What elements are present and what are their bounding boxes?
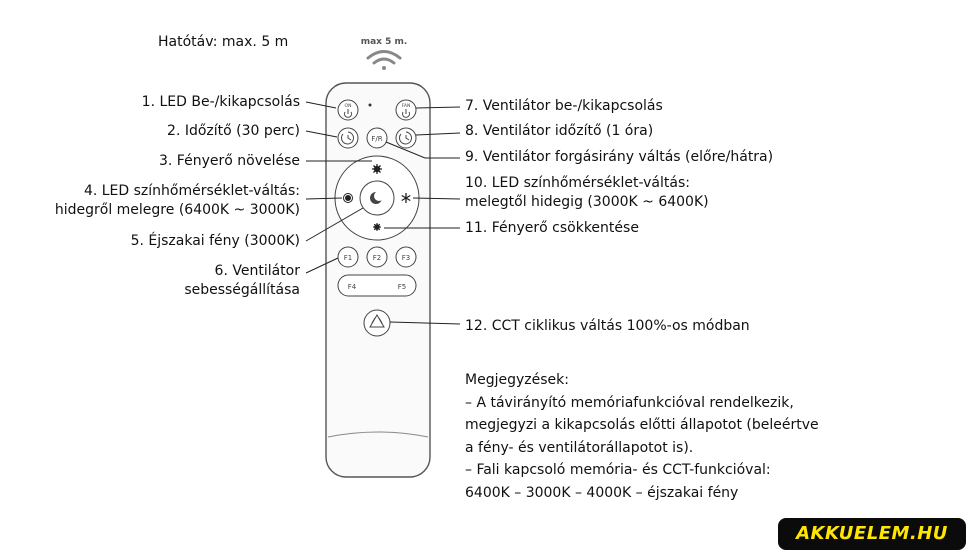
label-cct-cycle: 12. CCT ciklikus váltás 100%-os módban	[465, 318, 750, 334]
cct-cycle-button[interactable]	[364, 310, 390, 336]
label-led-power: 1. LED Be-/kikapcsolás	[141, 94, 300, 110]
label-fan-timer: 8. Ventilátor időzítő (1 óra)	[465, 123, 654, 139]
label-brightness-down: 11. Fényerő csökkentése	[465, 220, 639, 236]
brand-logo: AKKUELEM.HU	[778, 518, 966, 550]
fan-power-button[interactable]	[396, 100, 416, 120]
label-cct-warm-line2: hidegről melegre (6400K ~ 3000K)	[54, 202, 300, 218]
f5-label: F5	[397, 283, 407, 291]
fan-direction-label: F/R	[371, 135, 383, 143]
fan-speed-f3-button[interactable]	[396, 247, 416, 267]
fan-speed-f1-button[interactable]	[338, 247, 358, 267]
label-cct-cool	[465, 174, 709, 212]
brightness-down-button[interactable]	[373, 223, 381, 231]
label-brightness-up: 3. Fényerő növelése	[159, 153, 300, 169]
label-night-light: 5. Éjszakai fény (3000K)	[130, 233, 300, 249]
signal-range-label: max 5 m.	[360, 37, 408, 47]
notes-line: – Fali kapcsoló memória- és CCT-funkcióval:	[465, 462, 771, 479]
label-fan-power: 7. Ventilátor be-/kikapcsolás	[465, 98, 663, 114]
sun-icon	[372, 164, 382, 174]
label-fan-speed-line2: sebességállítása	[184, 282, 300, 298]
indicator-led	[369, 104, 372, 107]
notes-line: a fény- és ventilátorállapotot is).	[465, 439, 694, 456]
led-power-button[interactable]	[338, 100, 358, 120]
timer-button[interactable]	[338, 128, 358, 148]
label-cct-warm	[55, 182, 300, 220]
fan-direction-button[interactable]	[367, 128, 387, 148]
label-cct-warm-line1: 4. LED színhőmérséklet-váltás:	[83, 183, 300, 199]
fan-button-top-label: FAN	[401, 104, 411, 109]
label-fan-speed-line1: 6. Ventilátor	[214, 263, 300, 279]
notes-line: megjegyzi a kikapcsolás előtti állapotot (beleértve	[465, 417, 819, 434]
label-cct-cool-line2: melegtől hidegig (3000K ~ 6400K)	[465, 194, 709, 210]
label-fan-direction: 9. Ventilátor forgásirány váltás (előre/hátra)	[465, 149, 774, 165]
label-cct-cool-line1: 10. LED színhőmérséklet-váltás:	[465, 175, 690, 191]
wifi-signal-icon	[368, 52, 400, 71]
notes-line: – A távirányító memóriafunkcióval rendelkezik,	[465, 394, 794, 411]
range-text: Hatótáv: max. 5 m	[158, 34, 289, 50]
f1-label: F1	[343, 254, 353, 262]
sun-icon	[373, 223, 381, 231]
notes-line: 6400K – 3000K – 4000K – éjszakai fény	[465, 484, 739, 501]
label-fan-speed	[184, 262, 300, 300]
f4-label: F4	[347, 283, 357, 291]
notes-section	[465, 369, 819, 505]
f2-label: F2	[372, 254, 382, 262]
fan-speed-f4-f5-button[interactable]	[338, 275, 416, 296]
fan-speed-f2-button[interactable]	[367, 247, 387, 267]
f3-label: F3	[401, 254, 411, 262]
notes-title: Megjegyzések:	[465, 372, 569, 388]
label-timer: 2. Időzítő (30 perc)	[167, 123, 300, 139]
power-button-top-label: ON	[344, 104, 352, 109]
fan-timer-button[interactable]	[396, 128, 416, 148]
brightness-up-button[interactable]	[372, 164, 382, 174]
night-light-button[interactable]	[360, 181, 394, 215]
